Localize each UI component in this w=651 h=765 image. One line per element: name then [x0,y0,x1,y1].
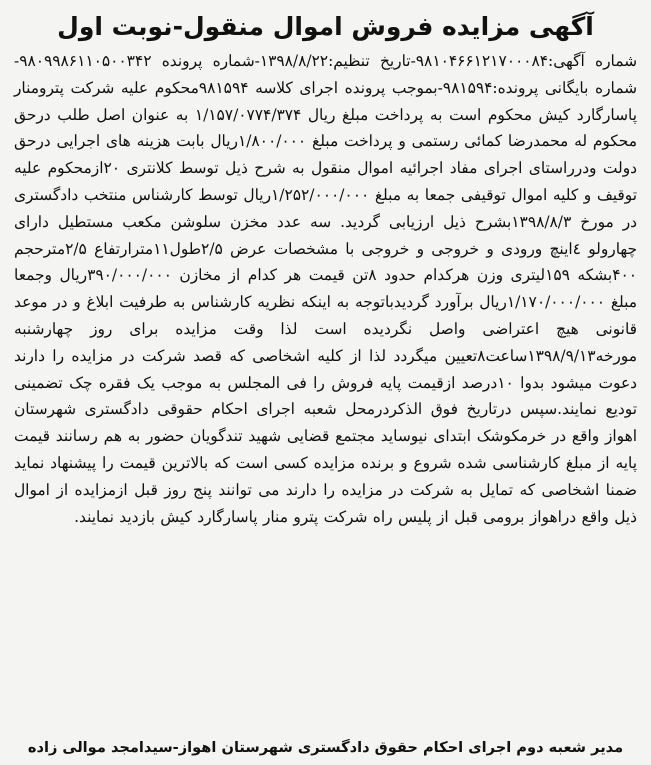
notice-signature: مدیر شعبه دوم اجرای احکام حقوق دادگستری شهرستان اهواز-سیدامجد موالی زاده [27,739,624,756]
notice-title: آگهی مزایده فروش اموال منقول-نوبت اول [57,12,594,41]
notice-body: شماره آگهی:۹۸۱۰۴۶۶۱۲۱۷۰۰۰۸۴-تاریخ تنظیم:۱۳۹۸/۸/۲۲-شماره پرونده ۹۸۰۹۹۸۶۱۱۰۵۰۰۳۴۲-شماره بایگانی پرونده:۹۸۱۵۹۴-بموجب پرونده اجرای کلاسه ۹۸۱۵۹۴محکوم علیه شرکت پترومنار پاسارگارد کیش محکوم است به پرداخت مبلغ ریال ۱/۱۵۷/۰۷۷۴/۳۷۴ به عنوان اصل طلب درحق محکوم له محمدرضا کمائی رستمی و پرداخت مبلغ ۱/۸۰۰/۰۰۰ریال بابت هزینه های اجرایی درحق دولت ودرراستای اجرای مفاد اجرائیه اموال منقول به شرح ذیل توسط کلانتری ۲۰ازمحکوم علیه توقیف و کلیه اموال توقیفی جمعا به مبلغ ۱/۲۵۲/۰۰۰/۰۰۰ریال توسط کارشناس منتخب دادگستری در مورخ ۱۳۹۸/۸/۳بشرح ذیل ارزیابی گردید. سه عدد مخزن سلوشن مکعب مستطیل دارای چهارولو ٤اینچ ورودی و خروجی و خروجی با مشخصات عرض ۲/۵طول۱۱مترارتفاع ۲/۵مترحجم ۴۰۰بشکه ۱۵۹لیتری وزن هرکدام حدود ۸تن قیمت هر کدام از مخازن ۳۹۰/۰۰۰/۰۰۰ریال وجمعا مبلغ ۱/۱۷۰/۰۰۰/۰۰۰ریال برآورد گردیدباتوجه به اینکه نظریه کارشناس به طرفیت ابلاغ و در موعد قانونی هیچ اعتراضی واصل نگردیده است لذا وقت مزایده برای روز چهارشنبه مورخه۱۳۹۸/۹/۱۳ساعت۸تعیین میگردد لذا از کلیه اشخاصی که قصد شرکت در مزایده را دارند دعوت میشود بدوا ۱۰درصد ازقیمت پایه فروش را فی المجلس به موجب یک فقره چک تضمینی تودیع نمایند.سپس درتاریخ فوق الذکردرمحل شعبه اجرای احکام حقوقی دادگستری شهرستان اهواز واقع در خرمکوشک ابتدای نیوساید مجتمع قضایی شهید تندگویان حضور به هم رسانند قیمت پایه از مبلغ کارشناسی شده شروع و برنده مزایده کسی است که بالاترین قیمت را پیشنهاد نماید ضمنا اشخاصی که تمایل به شرکت در مزایده را دارند می توانند پنج روز قبل ازمزایده از اموال ذیل واقع دراهواز برومی قبل از پلیس راه شرکت پترو منار پاسارگارد کیش بازدید نمایند. [14,52,638,526]
